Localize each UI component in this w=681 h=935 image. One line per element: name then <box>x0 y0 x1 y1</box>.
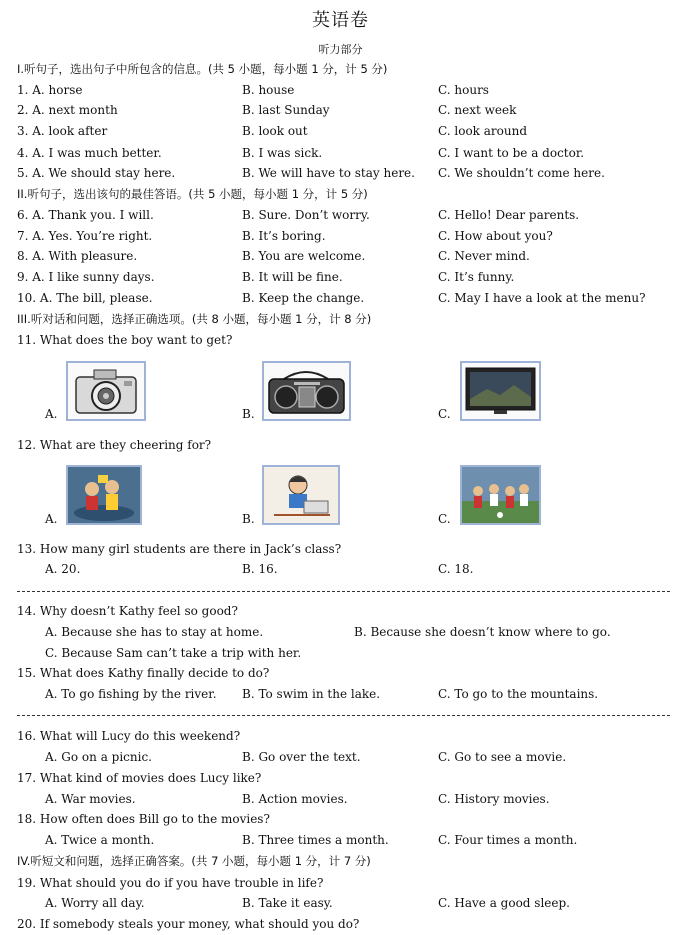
question-18-text: 18. How often does Bill go to the movies? <box>17 812 270 826</box>
option-b: B. Action movies. <box>242 792 348 806</box>
option-a: A. 20. <box>45 562 81 576</box>
section-3-heading: III.听对话和问题，选择正确选项。(共 8 小题，每小题 1 分，计 8 分) <box>17 312 372 326</box>
option-b: B. Go over the text. <box>242 750 361 764</box>
option-a: 2. A. next month <box>17 103 118 117</box>
option-b: B. We will have to stay here. <box>242 166 415 180</box>
option-a: A. Go on a picnic. <box>45 750 152 764</box>
option-c: C. How about you? <box>438 229 553 243</box>
camera-picture <box>66 361 146 421</box>
option-b: B. 16. <box>242 562 278 576</box>
radio-picture <box>262 361 351 421</box>
page-subtitle: 听力部分 <box>318 43 363 56</box>
option-a-label: A. <box>45 407 58 421</box>
option-c: C. I want to be a doctor. <box>438 146 585 160</box>
option-a: 7. A. Yes. You’re right. <box>17 229 153 243</box>
option-c: C. hours <box>438 83 489 97</box>
question-13-text: 13. How many girl students are there in Jack’s class? <box>17 542 342 556</box>
question-16-text: 16. What will Lucy do this weekend? <box>17 729 241 743</box>
option-c: C. Never mind. <box>438 249 530 263</box>
option-b: B. house <box>242 83 295 97</box>
option-a: 10. A. The bill, please. <box>17 291 153 305</box>
option-b: B. To swim in the lake. <box>242 687 381 701</box>
option-a: 3. A. look after <box>17 124 108 138</box>
question-19-text: 19. What should you do if you have trouble in life? <box>17 876 324 890</box>
option-a: 4. A. I was much better. <box>17 146 162 160</box>
divider <box>17 591 670 592</box>
option-c: C. We shouldn’t come here. <box>438 166 605 180</box>
option-a: A. To go fishing by the river. <box>45 687 217 701</box>
option-a: 8. A. With pleasure. <box>17 249 138 263</box>
page-title: 英语卷 <box>312 10 369 31</box>
option-c: C. Go to see a movie. <box>438 750 567 764</box>
option-b: B. You are welcome. <box>242 249 366 263</box>
option-a: 6. A. Thank you. I will. <box>17 208 154 222</box>
option-c: C. To go to the mountains. <box>438 687 599 701</box>
cheering-picture-c <box>460 465 541 525</box>
cheering-picture-a <box>66 465 142 525</box>
option-c: C. Four times a month. <box>438 833 578 847</box>
option-c: C. It’s funny. <box>438 270 515 284</box>
question-12-text: 12. What are they cheering for? <box>17 438 212 452</box>
question-17-text: 17. What kind of movies does Lucy like? <box>17 771 262 785</box>
option-b-label: B. <box>242 512 255 526</box>
option-c: C. Have a good sleep. <box>438 896 570 910</box>
option-b: B. Three times a month. <box>242 833 389 847</box>
option-a: 9. A. I like sunny days. <box>17 270 155 284</box>
option-c: C. May I have a look at the menu? <box>438 291 646 305</box>
option-b-label: B. <box>242 407 255 421</box>
option-b: B. look out <box>242 124 308 138</box>
option-b: B. last Sunday <box>242 103 330 117</box>
tv-picture <box>460 361 541 421</box>
option-b: B. Because she doesn’t know where to go. <box>354 625 611 639</box>
option-c: C. next week <box>438 103 517 117</box>
section-4-heading: IV.听短文和问题，选择正确答案。(共 7 小题，每小题 1 分，计 7 分) <box>17 854 371 868</box>
option-a: A. Worry all day. <box>45 896 145 910</box>
option-a: A. Twice a month. <box>45 833 155 847</box>
option-a-label: A. <box>45 512 58 526</box>
option-b: B. Take it easy. <box>242 896 333 910</box>
option-c: C. 18. <box>438 562 474 576</box>
divider <box>17 715 670 716</box>
option-c: C. Because Sam can’t take a trip with her. <box>45 646 302 660</box>
section-2-heading: II.听句子，选出该句的最佳答语。(共 5 小题，每小题 1 分，计 5 分) <box>17 187 368 201</box>
option-c-label: C. <box>438 407 451 421</box>
option-c-label: C. <box>438 512 451 526</box>
option-c: C. History movies. <box>438 792 550 806</box>
option-a: 5. A. We should stay here. <box>17 166 176 180</box>
option-a: A. Because she has to stay at home. <box>45 625 264 639</box>
question-20-text: 20. If somebody steals your money, what should you do? <box>17 917 360 931</box>
option-b: B. It’s boring. <box>242 229 326 243</box>
cheering-picture-b <box>262 465 340 525</box>
section-1-heading: I.听句子，选出句子中所包含的信息。(共 5 小题，每小题 1 分，计 5 分) <box>17 62 388 76</box>
option-c: C. look around <box>438 124 528 138</box>
option-b: B. Keep the change. <box>242 291 365 305</box>
question-11-text: 11. What does the boy want to get? <box>17 333 233 347</box>
option-a: 1. A. horse <box>17 83 83 97</box>
option-b: B. Sure. Don’t worry. <box>242 208 370 222</box>
option-b: B. It will be fine. <box>242 270 343 284</box>
question-15-text: 15. What does Kathy finally decide to do? <box>17 666 270 680</box>
question-14-text: 14. Why doesn’t Kathy feel so good? <box>17 604 238 618</box>
option-a: A. War movies. <box>45 792 136 806</box>
option-c: C. Hello! Dear parents. <box>438 208 580 222</box>
option-b: B. I was sick. <box>242 146 323 160</box>
